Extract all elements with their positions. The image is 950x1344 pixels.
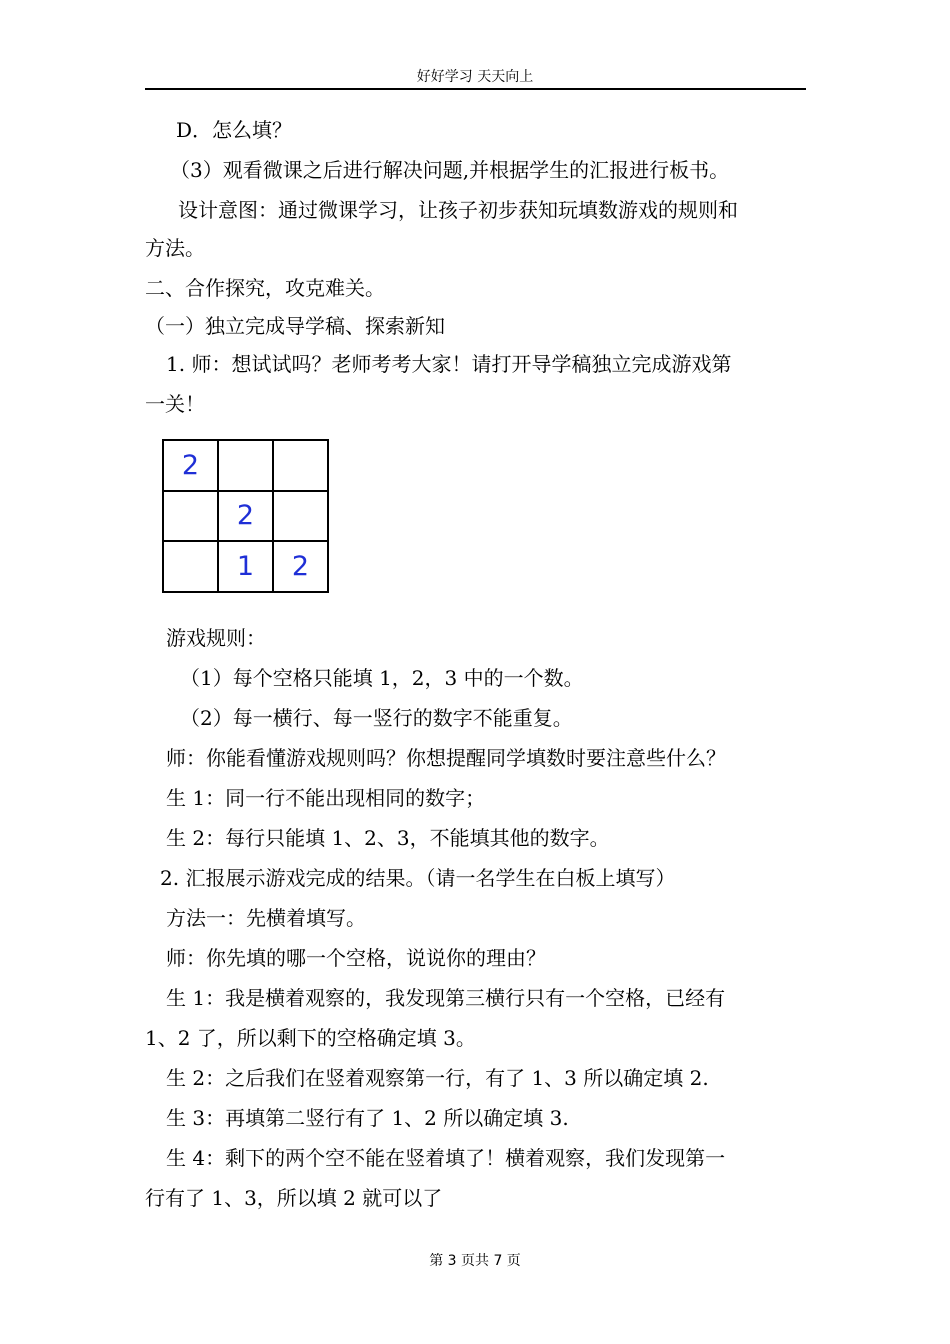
text-line: 方法一：先横着填写。: [166, 906, 366, 930]
grid-cell: 2: [163, 440, 218, 491]
text-line: 生 4：剩下的两个空不能在竖着填了！横着观察，我们发现第一: [166, 1146, 726, 1170]
grid-cell: [163, 491, 218, 542]
header-rule: [145, 88, 806, 90]
subsection-heading: （一）独立完成导学稿、探索新知: [145, 314, 445, 338]
text-line: 一关！: [145, 392, 205, 416]
grid-row: [163, 491, 328, 542]
grid-cell: [218, 440, 273, 491]
text-line: 生 3：再填第二竖行有了 1、2 所以确定填 3.: [166, 1106, 569, 1130]
text-line: 生 1：我是横着观察的，我发现第三横行只有一个空格，已经有: [166, 986, 726, 1010]
text-line: （3）观看微课之后进行解决问题,并根据学生的汇报进行板书。: [170, 158, 730, 182]
text-line: 师：你能看懂游戏规则吗？你想提醒同学填数时要注意些什么？: [166, 746, 726, 770]
grid-cell: 2: [273, 541, 328, 592]
text-line: 设计意图：通过微课学习，让孩子初步获知玩填数游戏的规则和: [178, 198, 738, 222]
text-line: 生 2：每行只能填 1、2、3，不能填其他的数字。: [166, 826, 610, 850]
grid-cell: [273, 440, 328, 491]
grid-row: [163, 541, 328, 592]
text-line: 生 1：同一行不能出现相同的数字；: [166, 786, 486, 810]
text-line: D．怎么填？: [176, 118, 293, 142]
text-line: 游戏规则：: [166, 626, 266, 650]
text-line: 1、2 了，所以剩下的空格确定填 3。: [145, 1026, 476, 1050]
grid-cell: 2: [218, 491, 273, 542]
grid-cell: [163, 541, 218, 592]
text-line: 2. 汇报展示游戏完成的结果。（请一名学生在白板上填写）: [160, 866, 676, 890]
text-line: 生 2：之后我们在竖着观察第一行，有了 1、3 所以确定填 2.: [166, 1066, 709, 1090]
text-line: （1）每个空格只能填 1，2，3 中的一个数。: [180, 666, 584, 690]
grid-cell: 1: [218, 541, 273, 592]
page-footer: 第 3 页共 7 页: [429, 1253, 521, 1269]
text-line: （2）每一横行、每一竖行的数字不能重复。: [180, 706, 573, 730]
grid-cell: [273, 491, 328, 542]
text-line: 师：你先填的哪一个空格，说说你的理由？: [166, 946, 546, 970]
grid-row: [163, 440, 328, 491]
text-line: 1. 师：想试试吗？老师考考大家！请打开导学稿独立完成游戏第: [166, 352, 732, 376]
text-line: 行有了 1、3，所以填 2 就可以了: [145, 1186, 443, 1210]
page-header: 好好学习 天天向上: [416, 69, 534, 85]
section-heading: 二、合作探究，攻克难关。: [145, 276, 385, 300]
number-grid: [162, 439, 329, 593]
text-line: 方法。: [145, 236, 205, 260]
